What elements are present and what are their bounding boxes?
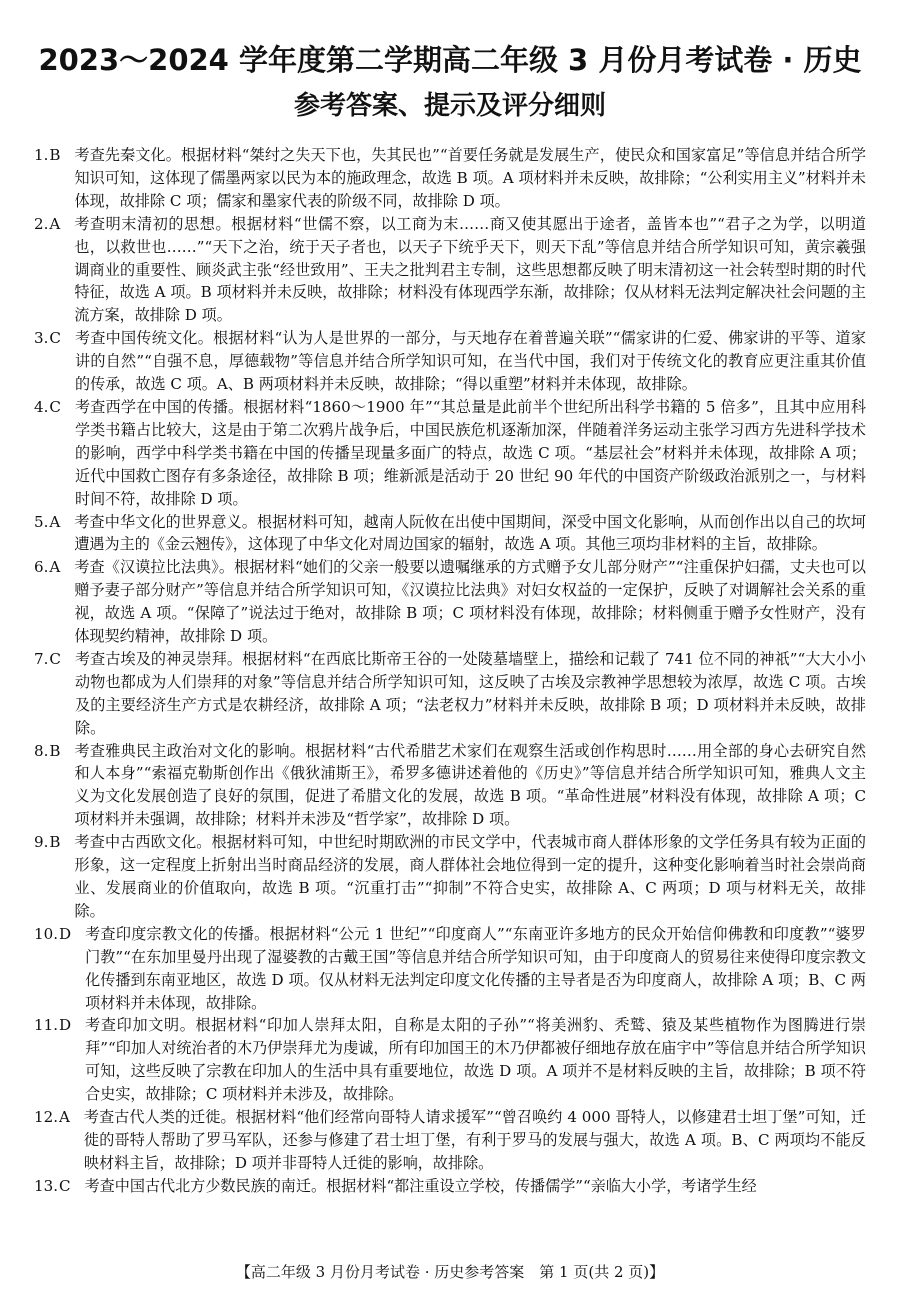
page-footer: 【高二年级 3 月份月考试卷 · 历史参考答案 第 1 页(共 2 页)】 — [235, 1263, 665, 1281]
answer-explanation: 考查中国传统文化。根据材料“认为人是世界的一部分，与天地存在着普遍关联”“儒家讲的仁爱、佛家讲的平等、道家讲的自然”“自强不息，厚德载物”等信息并结合所学知识可知，在当代中国，我们对于传统文化的教育应更注重其价值的传承，故选 C 项。A、B 两项材料并未反映，故排除；“得以重塑”材料并未体现，故排除。 — [74, 329, 866, 394]
question-number: 6. — [34, 558, 49, 577]
answer-explanation: 考查《汉谟拉比法典》。根据材料“她们的父亲一般要以遗嘱继承的方式赠予女儿部分财产”“注重保护妇孺，丈夫也可以赠予妻子部分财产”等信息并结合所学知识可知，《汉谟拉比法典》对妇女权益的一定保护，反映了对调解社会关系的重视，故选 A 项。“保障了”说法过于绝对，故排除 B 项；C 项材料没有体现，故排除；材料侧重于赠予女性财产，没有体现契约精神，故排除 D 项。 — [74, 558, 866, 646]
answer-key — [34, 396, 75, 511]
answer-explanation: 考查印度宗教文化的传播。根据材料“公元 1 世纪”“印度商人”“东南亚许多地方的民众开始信仰佛教和印度教”“婆罗门教”“在东加里曼丹出现了湿婆教的古戴王国”等信息并结合所学知识可知，由于印度商人的贸易往来使得印度宗教文化传播到东南亚地区，故选 D 项。仅从材料无法判定印度文化传播的主导者是否为印度商人，故排除 A 项；B、C 两项材料并未体现，故排除。 — [85, 924, 866, 1012]
answer-item — [34, 740, 866, 832]
answer-item — [34, 556, 866, 648]
answer-explanation: 考查雅典民主政治对文化的影响。根据材料“古代希腊艺术家们在观察生活或创作构思时……用全部的身心去研究自然和人本身”“索福克勒斯创作出《俄狄浦斯王》，希罗多德讲述着他的《历史》”等信息并结合所学知识可知，雅典人文主义为文化发展创造了良好的氛围，促进了希腊文化的发展，故选 B 项。“革命性进展”材料没有体现，故排除 A 项；C 项材料并未强调，故排除；材料并未涉及“哲学家”，故排除 D 项。 — [74, 741, 866, 829]
question-number: 10. — [34, 924, 59, 943]
answer-letter: B — [49, 833, 61, 852]
answer-letter: A — [59, 1108, 70, 1127]
question-number: 3. — [34, 329, 49, 348]
answer-item — [34, 144, 866, 213]
answer-letter: C — [49, 329, 61, 348]
answer-item — [34, 327, 866, 396]
answer-letter: C — [49, 397, 61, 416]
question-number: 4. — [34, 397, 49, 416]
answer-item — [34, 1175, 866, 1198]
answer-letter: C — [49, 649, 61, 668]
question-number: 12. — [34, 1108, 59, 1127]
answer-key — [34, 923, 85, 1015]
answer-key — [34, 740, 75, 832]
page-title: 2023～2024 学年度第二学期高二年级 3 月份月考试卷 · 历史 — [38, 43, 862, 77]
answer-letter: B — [49, 741, 61, 760]
answer-key — [34, 144, 75, 213]
answer-item — [34, 511, 866, 557]
answer-key — [34, 831, 75, 923]
answer-explanation: 考查明末清初的思想。根据材料“世儒不察，以工商为末……商又使其愿出于途者，盖皆本也”“君子之为学，以明道也，以救世也……”“天下之治，统于天子者也，以天子下统乎天下，则天下乱”等信息并结合所学知识可知，黄宗羲强调商业的重要性、顾炎武主张“经世致用”、王夫之批判君主专制，这些思想都反映了明末清初这一社会转型时期的时代特征，故选 A 项。B 项材料并未反映，故排除；材料没有体现西学东渐，故排除；仅从材料无法判定解决社会问题的主流方案，故排除 D 项。 — [74, 214, 866, 325]
answer-item — [34, 396, 866, 511]
answer-list — [34, 144, 866, 1198]
answer-key — [34, 1106, 84, 1175]
answer-key — [34, 1175, 85, 1198]
answer-explanation: 考查中华文化的世界意义。根据材料可知，越南人阮攸在出使中国期间，深受中国文化影响，从而创作出以自己的坎坷遭遇为主的《金云翘传》，这体现了中华文化对周边国家的辐射，故选 A 项。其他三项均非材料的主旨，故排除。 — [74, 512, 866, 554]
answer-letter: A — [49, 214, 61, 233]
answer-letter: A — [49, 512, 61, 531]
answer-item — [34, 1106, 866, 1175]
question-number: 9. — [34, 833, 49, 852]
answer-item — [34, 923, 866, 1015]
answer-letter: A — [49, 558, 61, 577]
answer-item — [34, 648, 866, 740]
question-number: 7. — [34, 649, 49, 668]
answer-key — [34, 327, 75, 396]
answer-key — [34, 1014, 85, 1106]
question-number: 13. — [34, 1176, 59, 1195]
answer-explanation: 考查古埃及的神灵崇拜。根据材料“在西底比斯帝王谷的一处陵墓墙壁上，描绘和记载了 741 位不同的神祇”“大大小小动物也都成为人们崇拜的对象”等信息并结合所学知识可知，这反映了古埃及宗教神学思想较为浓厚，故选 C 项。古埃及的主要经济生产方式是农耕经济，故排除 A 项；“法老权力”材料并未反映，故排除 B 项；D 项材料并未反映，故排除。 — [74, 649, 866, 737]
answer-explanation: 考查印加文明。根据材料“印加人崇拜太阳，自称是太阳的子孙”“将美洲豹、秃鹫、猿及某些植物作为图腾进行崇拜”“印加人对统治者的木乃伊崇拜尤为虔诚，所有印加国王的木乃伊都被仔细地存放在庙宇中”等信息并结合所学知识可知，这些反映了宗教在印加人的生活中具有重要地位，故选 D 项。A 项并不是材料反映的主旨，故排除；B 项不符合史实，故排除；C 项材料并未涉及，故排除。 — [85, 1016, 866, 1104]
answer-item — [34, 213, 866, 328]
answer-item — [34, 1014, 866, 1106]
answer-letter: D — [59, 1016, 72, 1035]
page-subtitle: 参考答案、提示及评分细则 — [293, 91, 606, 121]
answer-explanation: 考查古代人类的迁徙。根据材料“他们经常向哥特人请求援军”“曾召唤约 4 000 哥特人，以修建君士坦丁堡”可知，迁徙的哥特人帮助了罗马军队，还参与修建了君士坦丁堡，有利于罗马的发展与强大，故选 A 项。B、C 两项均不能反映材料主旨，故排除；D 项并非哥特人迁徙的影响，故排除。 — [83, 1108, 866, 1172]
answer-key — [34, 556, 74, 648]
question-number: 1. — [34, 146, 49, 164]
answer-explanation: 考查中国古代北方少数民族的南迁。根据材料“都注重设立学校，传播儒学”“亲临大小学，考诸学生经 — [84, 1176, 757, 1195]
answer-letter: D — [59, 924, 72, 943]
question-number: 2. — [34, 214, 49, 233]
answer-key — [34, 648, 75, 740]
answer-key — [34, 511, 74, 557]
question-number: 8. — [34, 741, 49, 760]
answer-letter: B — [49, 146, 61, 164]
answer-item — [34, 831, 866, 923]
question-number: 5. — [34, 512, 49, 531]
answer-letter: C — [59, 1176, 71, 1195]
answer-explanation: 考查中古西欧文化。根据材料可知，中世纪时期欧洲的市民文学中，代表城市商人群体形象的文学任务具有较为正面的形象，这一定程度上折射出当时商品经济的发展，商人群体社会地位得到一定的提升，这种变化影响着当时社会崇尚商业、发展商业的价值取向，故选 B 项。“沉重打击”“抑制”不符合史实，故排除 A、C 两项；D 项与材料无关，故排除。 — [74, 833, 866, 920]
question-number: 11. — [34, 1016, 59, 1035]
answer-explanation: 考查西学在中国的传播。根据材料“1860～1900 年”“其总量是此前半个世纪所出科学书籍的 5 倍多”，且其中应用科学类书籍占比较大，这是由于第二次鸦片战争后，中国民族危机逐渐加深，伴随着洋务运动主张学习西方先进科学技术的影响，西学中科学类书籍在中国的传播呈现量多面广的特点，故选 C 项。“基层社会”材料并未体现，故排除 A 项；近代中国救亡图存有多条途径，故排除 B 项；维新派是活动于 20 世纪 90 年代的中国资产阶级政治派别之一，与材料时间不符，故排除 D 项。 — [74, 397, 866, 508]
answer-explanation: 考查先秦文化。根据材料“桀纣之失天下也，失其民也”“首要任务就是发展生产，使民众和国家富足”等信息并结合所学知识可知，这体现了儒墨两家以民为本的施政理念，故选 B 项。A 项材料并未反映，故排除；“公利实用主义”材料并未体现，故排除 C 项；儒家和墨家代表的阶级不同，故排除 D 项。 — [74, 146, 866, 210]
answer-key — [34, 213, 74, 328]
